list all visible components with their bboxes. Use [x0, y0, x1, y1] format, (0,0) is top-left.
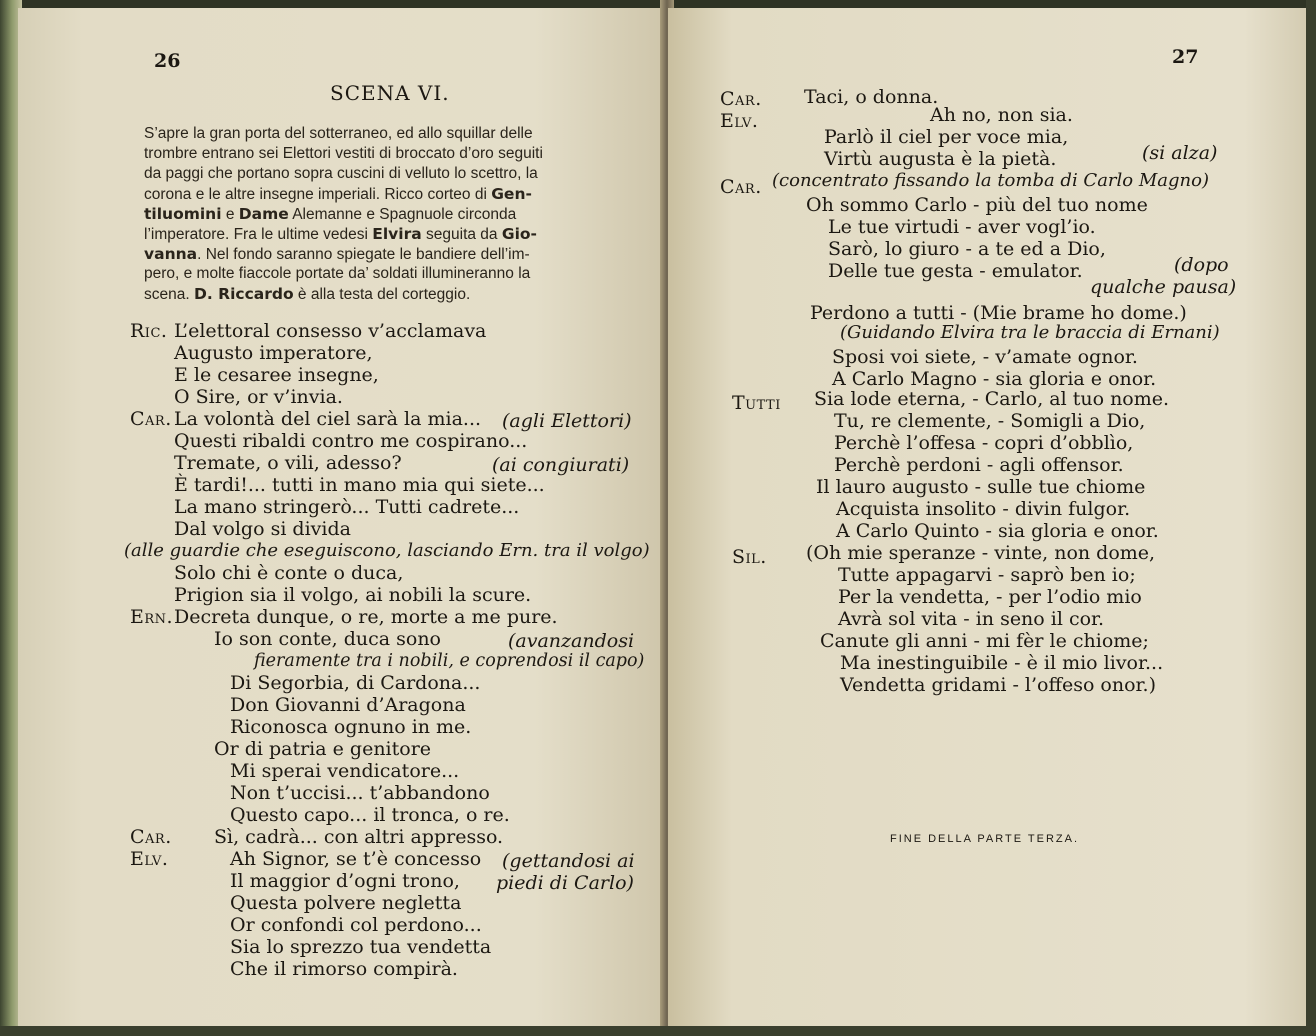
stage-text: Alemanne e Spagnuole circonda [288, 206, 517, 223]
book-bottom-edge [0, 1026, 1316, 1036]
verse-line: Ah no, non sia. [930, 104, 1073, 126]
end-note: FINE DELLA PARTE TERZA. [890, 833, 1080, 845]
verse-line: Sia lode eterna, - Carlo, al tuo nome. [814, 388, 1170, 410]
speaker-label: Car. [720, 176, 762, 198]
book-right-edge [1306, 0, 1316, 1036]
verse-line: A Carlo Magno - sia gloria e onor. [832, 368, 1157, 390]
verse-line: Decreta dunque, o re, morte a me pure. [174, 606, 558, 628]
character-name: Elvira [372, 225, 422, 243]
verse-line: Avrà sol vita - in seno il cor. [838, 608, 1105, 630]
speaker-label: Car. [130, 408, 172, 430]
stage-line: S’apre la gran porta del sotterraneo, ed allo squillar delle [144, 125, 533, 142]
verse-line: Perchè l’offesa - copri d’obblìo, [834, 432, 1134, 454]
verse-line: Tutte appagarvi - saprò ben io; [838, 564, 1136, 586]
stage-aside: (avanzandosi [508, 630, 635, 652]
verse-line: Per la vendetta, - per l’odio mio [838, 586, 1142, 608]
verse-line: (Oh mie speranze - vinte, non dome, [806, 542, 1156, 564]
character-name: Dame [238, 205, 289, 223]
stage-text: e [221, 206, 239, 223]
verse-line: Questo capo... il tronca, o re. [230, 804, 510, 826]
verse-line: Don Giovanni d’Aragona [230, 694, 466, 716]
left-page [18, 8, 664, 1030]
verse-line: Mi sperai vendicatore... [230, 760, 460, 782]
character-name: D. Riccardo [193, 285, 294, 303]
verse-line: Perchè perdoni - agli offensor. [834, 454, 1124, 476]
verse-line: A Carlo Quinto - sia gloria e onor. [836, 520, 1159, 542]
stage-aside: (ai congiurati) [492, 454, 630, 476]
verse-line: Tu, re clemente, - Somigli a Dio, [834, 410, 1146, 432]
speaker-label: Sil. [732, 546, 767, 568]
verse-line: Che il rimorso compirà. [230, 958, 458, 980]
stage-aside: (gettandosi ai [502, 850, 635, 872]
verse-line: Vendetta gridami - l’offeso onor.) [840, 674, 1156, 696]
verse-line: Oh sommo Carlo - più del tuo nome [806, 194, 1148, 216]
speaker-label: Ern. [130, 606, 174, 628]
verse-line: Canute gli anni - mi fèr le chiome; [820, 630, 1149, 652]
character-name: vanna [144, 245, 198, 263]
verse-line: Io son conte, duca sono [214, 628, 441, 650]
verse-line: Ah Signor, se t’è concesso [230, 848, 482, 870]
stage-line: trombre entrano sei Elettori vestiti di broccato d’oro seguiti [144, 145, 543, 162]
verse-line: È tardi!... tutti in mano mia qui siete... [174, 474, 545, 496]
verse-line: Sì, cadrà... con altri appresso. [214, 826, 504, 848]
stage-aside: (Guidando Elvira tra le braccia di Ernani) [840, 322, 1220, 343]
stage-text: scena. [144, 286, 194, 303]
stage-text: . Nel fondo saranno spiegate le bandiere dell’im- [197, 246, 530, 263]
page-number: 27 [1172, 46, 1199, 68]
verse-line: Solo chi è conte o duca, [174, 562, 404, 584]
verse-line: Il lauro augusto - sulle tue chiome [816, 476, 1146, 498]
verse-line: Sarò, lo giuro - a te ed a Dio, [828, 238, 1106, 260]
character-name: Gen- [491, 185, 532, 203]
verse-line: Taci, o donna. [804, 86, 939, 108]
verse-line: Il maggior d’ogni trono, [230, 870, 460, 892]
stage-line [144, 224, 537, 245]
verse-line: Or confondi col perdono... [230, 914, 482, 936]
verse-line: Le tue virtudi - aver vogl’io. [828, 216, 1096, 238]
stage-line: da paggi che portano sopra cuscini di velluto lo scettro, la [144, 165, 538, 182]
stage-aside: fieramente tra i nobili, e coprendosi il capo) [254, 651, 645, 671]
verse-line: Ma inestinguibile - è il mio livor... [840, 652, 1164, 674]
stage-line [144, 184, 532, 205]
verse-line: L’elettoral consesso v’acclamava [174, 320, 487, 342]
verse-line: Non t’uccisi... t’abbandono [230, 782, 490, 804]
stage-aside: (si alza) [1142, 142, 1218, 164]
verse-line: Questi ribaldi contro me cospirano... [174, 430, 528, 452]
verse-line: La mano stringerò... Tutti cadrete... [174, 496, 520, 518]
verse-line: Prigion sia il volgo, ai nobili la scure. [174, 584, 532, 606]
page-number: 26 [154, 50, 181, 72]
stage-aside: (dopo [1174, 254, 1229, 276]
verse-line: Sia lo sprezzo tua vendetta [230, 936, 492, 958]
verse-line: E le cesaree insegne, [174, 364, 379, 386]
stage-aside: (alle guardie che eseguiscono, lasciando Ern. tra il volgo) [124, 540, 650, 561]
verse-line: Questa polvere negletta [230, 892, 462, 914]
verse-line: Tremate, o vili, adesso? [174, 452, 402, 474]
speaker-label: Elv. [130, 848, 169, 870]
verse-line: Augusto imperatore, [174, 342, 373, 364]
verse-line: Di Segorbia, di Cardona... [230, 672, 481, 694]
stage-aside: (agli Elettori) [502, 410, 632, 432]
right-page [668, 8, 1308, 1030]
verse-line: Acquista insolito - divin fulgor. [836, 498, 1131, 520]
stage-line: pero, e molte fiaccole portate da’ soldati illumineranno la [144, 265, 531, 282]
stage-text: è alla testa del corteggio. [293, 286, 471, 303]
character-name: tiluomini [144, 205, 222, 223]
scene-title: SCENA VI. [330, 81, 450, 105]
stage-line [144, 244, 530, 265]
verse-line: Parlò il ciel per voce mia, [824, 126, 1069, 148]
stage-text: corona e le altre insegne imperiali. Ricco corteo di [144, 186, 492, 203]
verse-line: Delle tue gesta - emulator. [828, 260, 1083, 282]
verse-line: Perdono a tutti - (Mie brame ho dome.) [810, 302, 1187, 324]
stage-text: seguita da [421, 226, 502, 243]
speaker-label: Ric. [130, 320, 168, 342]
stage-aside: piedi di Carlo) [496, 872, 634, 894]
verse-line: Virtù augusta è la pietà. [824, 148, 1057, 170]
verse-line: Dal volgo si divida [174, 518, 351, 540]
stage-line [144, 204, 516, 225]
verse-line: O Sire, or v’invia. [174, 386, 343, 408]
verse-line: Sposi voi siete, - v’amate ognor. [832, 346, 1138, 368]
stage-line [144, 284, 470, 305]
verse-line: La volontà del ciel sarà la mia... [174, 408, 482, 430]
character-name: Gio- [501, 225, 537, 243]
stage-aside: (concentrato fissando la tomba di Carlo Magno) [772, 170, 1209, 191]
speaker-label: Car. [720, 88, 762, 110]
stage-aside: qualche pausa) [1090, 276, 1237, 298]
verse-line: Riconosca ognuno in me. [230, 716, 472, 738]
speaker-label: Elv. [720, 110, 759, 132]
speaker-label: Car. [130, 826, 172, 848]
speaker-label: Tutti [732, 392, 781, 414]
verse-line: Or di patria e genitore [214, 738, 432, 760]
stage-text: l’imperatore. Fra le ultime vedesi [144, 226, 373, 243]
